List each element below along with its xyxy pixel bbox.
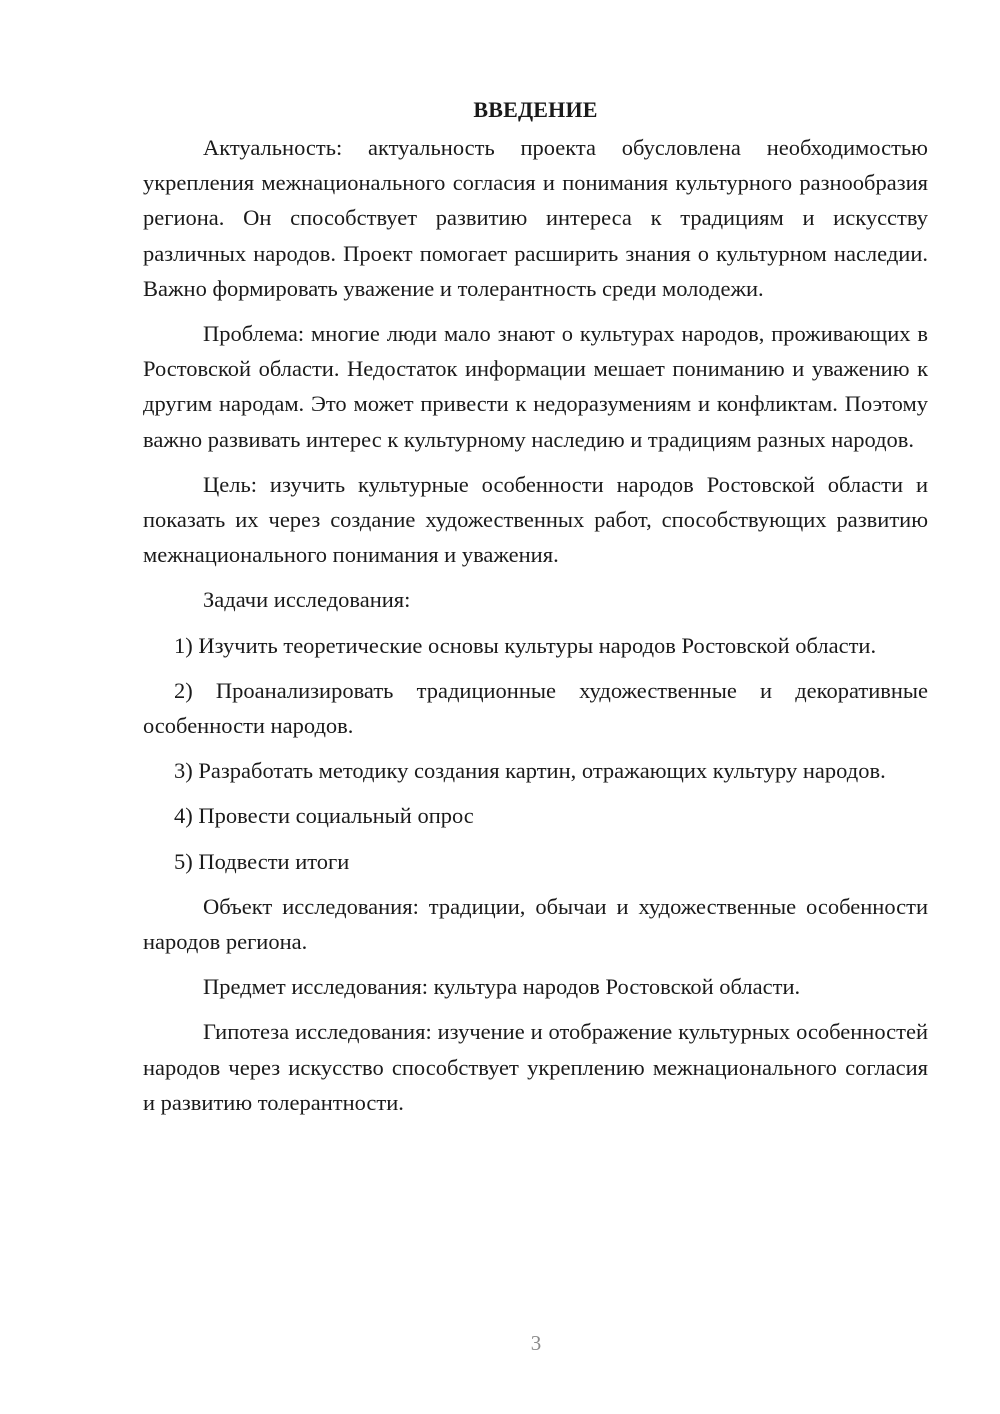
relevance-paragraph: Актуальность: актуальность проекта обусловлена необходимостью укрепления межнационального согласия и понимания культурного разнообразия региона. Он способствует развитию интереса к традициям и искусству различных народов. Проект помогает расширить знания о культурном наследии. Важно формировать уважение и толерантность среди молодежи. bbox=[143, 135, 928, 301]
list-item: 4) Провести социальный опрос bbox=[174, 803, 474, 829]
hypothesis-paragraph: Гипотеза исследования: изучение и отображение культурных особенностей народов через искусство способствует укреплению межнационального согласия и развитию толерантности. bbox=[143, 1019, 928, 1115]
list-item: 2) Проанализировать традиционные художественные и декоративные особенности народов. bbox=[143, 677, 928, 739]
list-item: 5) Подвести итоги bbox=[174, 848, 350, 874]
tasks-list bbox=[143, 628, 928, 879]
tasks-heading: Задачи исследования: bbox=[203, 587, 411, 613]
section-heading: ВВЕДЕНИЕ bbox=[473, 97, 598, 122]
document-page bbox=[143, 92, 928, 1130]
subject-paragraph: Предмет исследования: культура народов Ростовской области. bbox=[203, 974, 801, 1000]
problem-paragraph: Проблема: многие люди мало знают о культурах народов, проживающих в Ростовской области. Недостаток информации мешает пониманию и уважению к другим народам. Это может привести к недоразумениям и конфликтам. Поэтому важно развивать интерес к культурному наследию и традициям разных народов. bbox=[143, 321, 928, 452]
list-item: 3) Разработать методику создания картин, отражающих культуру народов. bbox=[174, 758, 886, 784]
page-number: 3 bbox=[530, 1331, 542, 1355]
object-paragraph: Объект исследования: традиции, обычаи и художественные особенности народов региона. bbox=[143, 893, 928, 955]
goal-paragraph: Цель: изучить культурные особенности народов Ростовской области и показать их через создание художественных работ, способствующих развитию межнационального понимания и уважения. bbox=[143, 471, 928, 568]
list-item: 1) Изучить теоретические основы культуры народов Ростовской области. bbox=[174, 632, 877, 658]
